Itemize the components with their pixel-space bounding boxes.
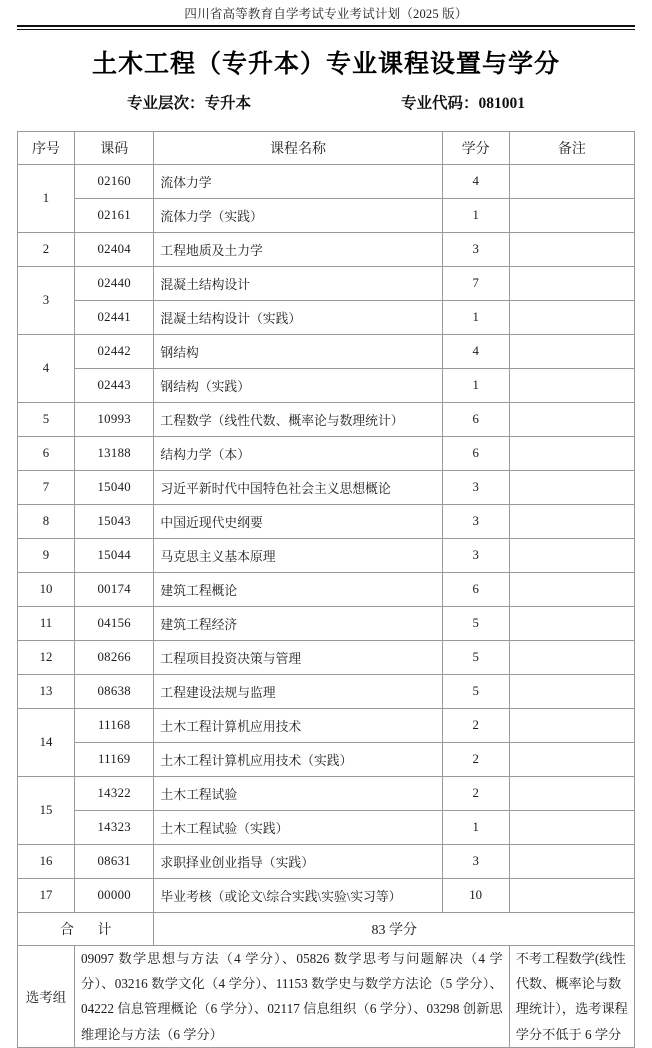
row-note [509,266,634,300]
row-seq: 16 [18,844,75,878]
row-course-name: 混凝土结构设计 [154,266,442,300]
running-head: 四川省高等教育自学考试专业考试计划（2025 版） [184,7,468,21]
table-foot [18,912,635,1047]
row-seq: 17 [18,878,75,912]
row-code: 11169 [75,742,154,776]
row-note [509,572,634,606]
row-credit: 6 [442,572,509,606]
row-credit: 2 [442,776,509,810]
table-row [18,402,635,436]
row-code: 02440 [75,266,154,300]
row-course-name: 混凝土结构设计（实践） [154,300,442,334]
row-course-name: 土木工程试验 [154,776,442,810]
row-credit: 4 [442,164,509,198]
row-code: 00174 [75,572,154,606]
row-code: 08631 [75,844,154,878]
row-credit: 1 [442,300,509,334]
table-row [18,844,635,878]
row-note [509,708,634,742]
row-credit: 3 [442,538,509,572]
row-note [509,504,634,538]
row-code: 02442 [75,334,154,368]
row-seq: 5 [18,402,75,436]
header-rule [17,25,635,30]
major-code-value: 081001 [478,94,526,112]
row-credit: 1 [442,368,509,402]
table-row [18,776,635,810]
row-note [509,640,634,674]
elective-note: 不考工程数学(线性代数、概率论与数理统计），选考课程学分不低于 6 学分 [509,945,634,1047]
row-credit: 7 [442,266,509,300]
table-row [18,538,635,572]
row-course-name: 工程建设法规与监理 [154,674,442,708]
row-course-name: 工程地质及土力学 [154,232,442,266]
row-course-name: 建筑工程概论 [154,572,442,606]
row-note [509,844,634,878]
course-table [17,131,635,1048]
table-row [18,708,635,742]
row-seq: 8 [18,504,75,538]
row-code: 02443 [75,368,154,402]
row-credit: 6 [442,436,509,470]
row-code: 14323 [75,810,154,844]
table-row [18,368,635,402]
header-note: 备注 [509,131,634,164]
row-course-name: 钢结构（实践） [154,368,442,402]
row-code: 04156 [75,606,154,640]
table-row [18,266,635,300]
row-code: 15044 [75,538,154,572]
row-credit: 1 [442,198,509,232]
row-seq: 9 [18,538,75,572]
row-credit: 3 [442,470,509,504]
row-credit: 3 [442,232,509,266]
major-level-label: 专业层次： [126,94,205,112]
page-title: 土木工程（专升本）专业课程设置与学分 [91,50,560,78]
row-seq: 2 [18,232,75,266]
row-seq: 12 [18,640,75,674]
table-row [18,606,635,640]
row-note [509,300,634,334]
row-credit: 4 [442,334,509,368]
row-course-name: 中国近现代史纲要 [154,504,442,538]
table-row [18,640,635,674]
header-code: 课码 [75,131,154,164]
row-code: 11168 [75,708,154,742]
elective-label: 选考组 [18,945,75,1047]
total-row [18,912,635,945]
table-row [18,334,635,368]
row-course-name: 土木工程计算机应用技术（实践） [154,742,442,776]
row-credit: 3 [442,504,509,538]
row-course-name: 马克思主义基本原理 [154,538,442,572]
row-credit: 6 [442,402,509,436]
row-note [509,810,634,844]
row-seq: 13 [18,674,75,708]
row-note [509,198,634,232]
row-seq: 6 [18,436,75,470]
row-note [509,674,634,708]
row-credit: 5 [442,674,509,708]
row-code: 00000 [75,878,154,912]
table-body [18,164,635,912]
row-credit: 2 [442,708,509,742]
table-row [18,164,635,198]
row-credit: 2 [442,742,509,776]
table-row [18,674,635,708]
row-course-name: 工程项目投资决策与管理 [154,640,442,674]
row-code: 13188 [75,436,154,470]
row-note [509,606,634,640]
row-seq: 15 [18,776,75,844]
row-code: 02441 [75,300,154,334]
row-code: 02161 [75,198,154,232]
table-row [18,810,635,844]
table-head [18,131,635,164]
row-code: 15043 [75,504,154,538]
row-code: 10993 [75,402,154,436]
row-course-name: 毕业考核（或论文\综合实践\实验\实习等） [154,878,442,912]
row-course-name: 土木工程试验（实践） [154,810,442,844]
total-value: 83 学分 [154,912,635,945]
row-course-name: 土木工程计算机应用技术 [154,708,442,742]
row-note [509,538,634,572]
row-code: 08638 [75,674,154,708]
row-note [509,470,634,504]
elective-body: 09097 数学思想与方法（4 学分）、05826 数学思考与问题解决（4 学分）、03216 数学文化（4 学分）、11153 数学史与数学方法论（5 学分）、04222 信息管理概论（6 学分）、02117 信息组织（6 学分）、03298 创新思维理论与方法（6 学分） [75,945,510,1047]
major-level [127,91,251,113]
row-seq: 11 [18,606,75,640]
row-credit: 10 [442,878,509,912]
table-row [18,300,635,334]
row-code: 14322 [75,776,154,810]
row-credit: 3 [442,844,509,878]
row-seq: 10 [18,572,75,606]
row-course-name: 钢结构 [154,334,442,368]
row-seq: 1 [18,164,75,232]
row-code: 02160 [75,164,154,198]
table-row [18,232,635,266]
row-course-name: 流体力学 [154,164,442,198]
table-row [18,470,635,504]
row-note [509,436,634,470]
header-name: 课程名称 [154,131,442,164]
table-row [18,436,635,470]
row-seq: 4 [18,334,75,402]
row-course-name: 工程数学（线性代数、概率论与数理统计） [154,402,442,436]
table-row [18,572,635,606]
row-course-name: 建筑工程经济 [154,606,442,640]
row-credit: 5 [442,640,509,674]
row-seq: 14 [18,708,75,776]
row-note [509,368,634,402]
row-credit: 1 [442,810,509,844]
row-code: 15040 [75,470,154,504]
major-code [401,91,525,113]
row-note [509,878,634,912]
row-note [509,776,634,810]
elective-row [18,945,635,1047]
row-code: 02404 [75,232,154,266]
row-credit: 5 [442,606,509,640]
row-course-name: 求职择业创业指导（实践） [154,844,442,878]
row-note [509,232,634,266]
major-code-label: 专业代码： [401,94,479,112]
header-seq: 序号 [18,131,75,164]
row-code: 08266 [75,640,154,674]
table-row [18,742,635,776]
table-row [18,198,635,232]
meta-row [0,91,652,113]
row-note [509,164,634,198]
row-note [509,334,634,368]
row-course-name: 习近平新时代中国特色社会主义思想概论 [154,470,442,504]
row-course-name: 流体力学（实践） [154,198,442,232]
row-course-name: 结构力学（本） [154,436,442,470]
table-header-row [18,131,635,164]
row-note [509,402,634,436]
total-label: 合 计 [18,912,154,945]
row-seq: 7 [18,470,75,504]
table-row [18,878,635,912]
table-row [18,504,635,538]
course-table-wrap [17,131,635,1048]
row-seq: 3 [18,266,75,334]
header-credit: 学分 [442,131,509,164]
major-level-value: 专升本 [204,94,251,112]
row-note [509,742,634,776]
